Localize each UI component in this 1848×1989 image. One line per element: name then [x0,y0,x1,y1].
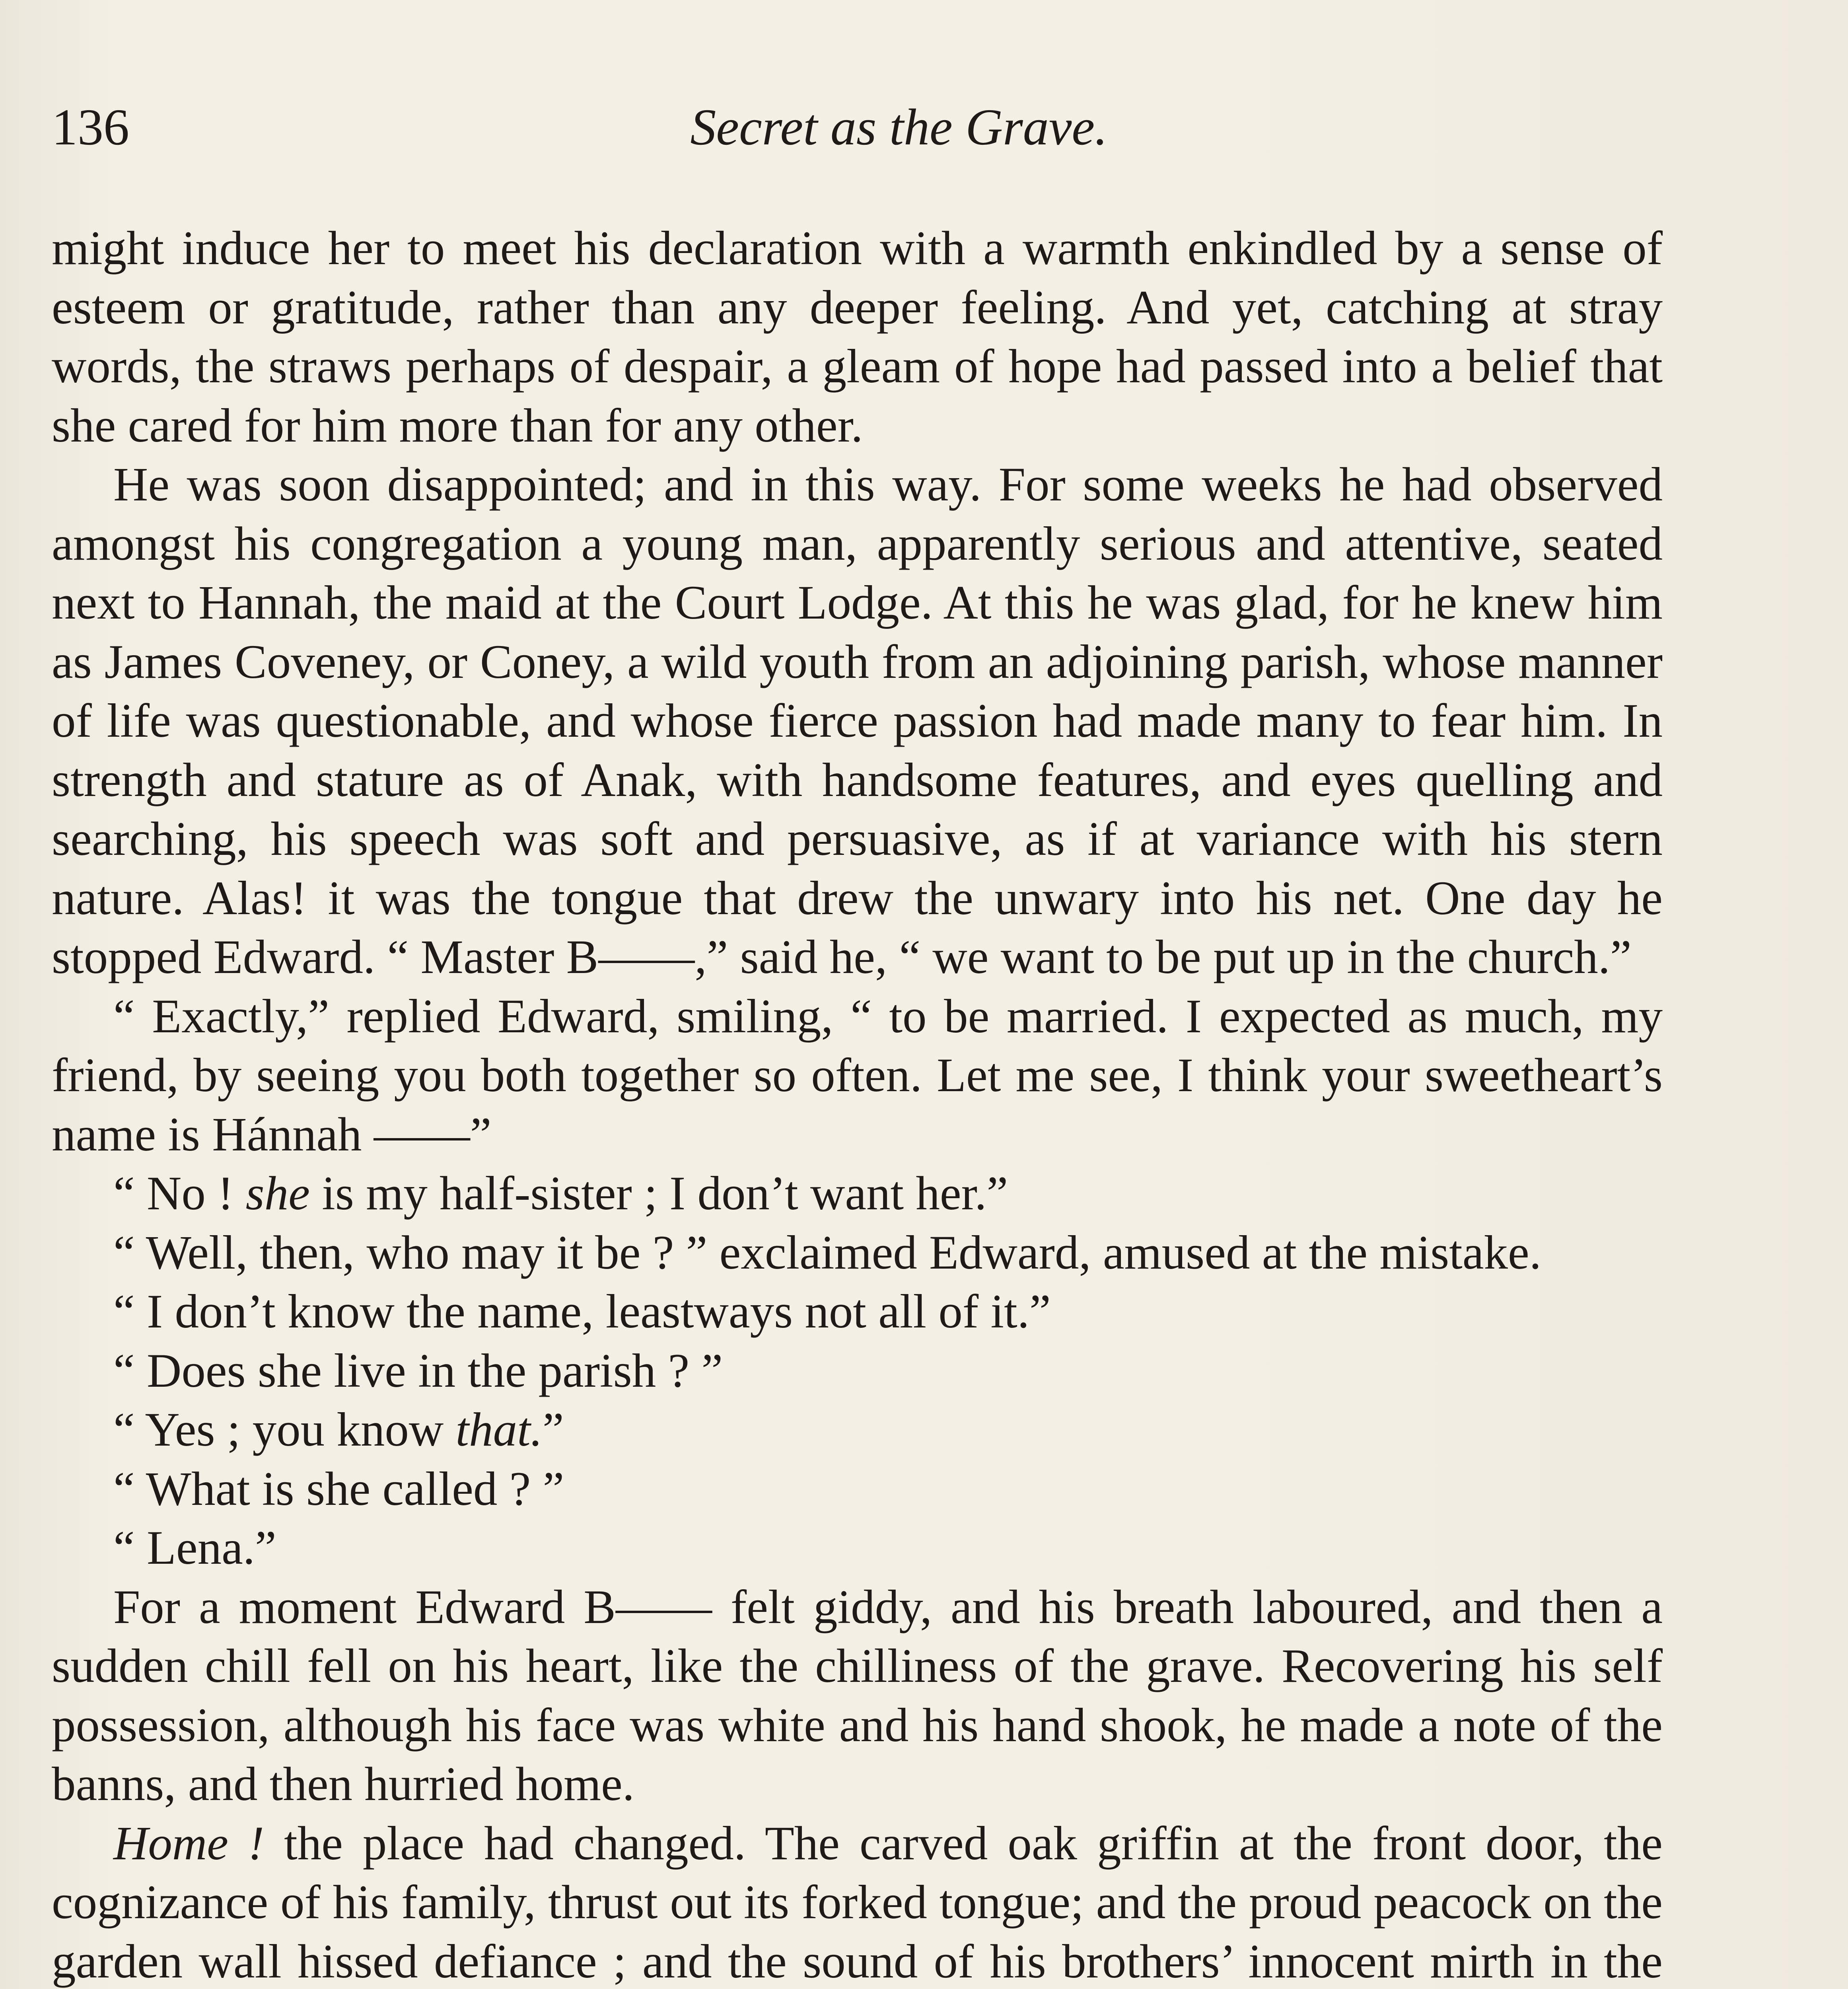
paragraph-12-text: the place had changed. The carved oak griffin at the front door, the cognizance of his family, thrust out its forked tongue; and the proud peacock on the garden wall hissed defiance ; and the sound of his brothers’ innocent mirth in the [52,1816,1663,1988]
paragraph-4-end: is my half-sister ; I don’t want her.” [309,1167,1008,1220]
paragraph-4-emphasis: she [245,1167,310,1220]
paragraph-4 [52,1164,1663,1223]
paragraph-3: “ Exactly,” replied Edward, smiling, “ to be married. I expected as much, my friend, by seeing you both together so often. Let me see, I think your sweetheart’s name is Hánnah ——” [52,989,1663,1161]
page-number: 136 [52,99,129,156]
paragraph-6: “ I don’t know the name, leastways not all of it.” [113,1285,1051,1338]
paragraph-8-start: “ Yes ; you know [113,1403,456,1456]
paragraph-8 [52,1400,1663,1460]
paragraph-5: “ Well, then, who may it be ? ” exclaimed Edward, amused at the mistake. [113,1226,1541,1279]
paragraph-12 [52,1814,1663,1989]
paragraph-4-start: “ No ! [113,1167,246,1220]
paragraph-11: For a moment Edward B—— felt giddy, and his breath laboured, and then a sudden chill fell on his heart, like the chilliness of the grave. Recovering his self possession, although his face was white and his hand shook, he made a note of the banns, and then hurried home. [52,1580,1663,1811]
paragraph-1: might induce her to meet his declaration with a warmth enkindled by a sense of esteem or gratitude, rather than any deeper feeling. And yet, catching at stray words, the straws perhaps of despair, a gleam of hope had passed into a belief that she cared for him more than for any other. [52,222,1663,452]
running-head: Secret as the Grave. [690,99,1108,156]
paragraph-12-emphasis: Home ! [113,1816,265,1870]
paragraph-2: He was soon disappointed; and in this way. For some weeks he had observed amongst his congregation a young man, apparently serious and attentive, seated next to Hannah, the maid at the Court Lodge. At this he was glad, for he knew him as James Coveney, or Coney, a wild youth from an adjoining parish, whose manner of life was questionable, and whose fierce passion had made many to fear him. In strength and stature as of Anak, with handsome features, and eyes quelling and searching, his speech was soft and persuasive, as if at variance with his stern nature. Alas! it was the tongue that drew the unwary into his net. One day he stopped Edward. “ Master B——,” said he, “ we want to be put up in the church.” [52,458,1663,984]
paragraph-7: “ Does she live in the parish ? ” [113,1344,723,1397]
page-header [52,91,1659,163]
paragraph-8-emphasis: that. [455,1403,543,1456]
body-text [52,219,1663,1989]
paragraph-9: “ What is she called ? ” [113,1462,564,1516]
paragraph-8-end: ” [543,1403,564,1456]
paragraph-10: “ Lena.” [113,1521,276,1574]
